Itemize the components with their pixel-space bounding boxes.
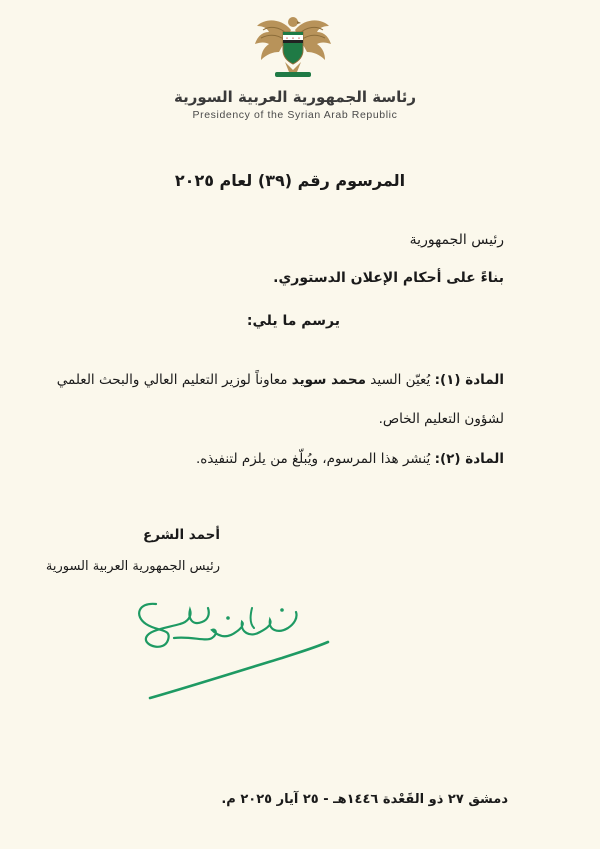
appointee-name: محمد سويد (291, 372, 367, 388)
article-2 (196, 451, 504, 467)
handwritten-signature-icon (132, 598, 332, 708)
decrees-following: يرسم ما يلي: (246, 313, 340, 329)
letterhead-title-english: Presidency of the Syrian Arab Republic (192, 109, 398, 121)
article-1 (57, 372, 504, 388)
signatory-name: أحمد الشرع (143, 527, 220, 543)
constitution-basis: بناءً على أحكام الإعلان الدستوري. (273, 270, 504, 286)
article-1-label: المادة (١): (434, 372, 504, 388)
president-heading: رئيس الجمهورية (409, 232, 504, 248)
article-1-text-after: معاوناً لوزير التعليم العالي والبحث العلمي (56, 372, 292, 388)
decree-title: المرسوم رقم (٣٩) لعام ٢٠٢٥ (174, 171, 406, 190)
signatory-title: رئيس الجمهورية العربية السورية (45, 559, 220, 574)
syrian-eagle-emblem-icon (253, 12, 333, 80)
article-1-continuation: لشؤون التعليم الخاص. (378, 411, 504, 427)
footer-date: دمشق ٢٧ ذو القَعْدة ١٤٤٦هـ - ٢٥ آيار ٢٠٢٥ م. (221, 792, 508, 807)
letterhead-title-arabic: رئاسة الجمهورية العربية السورية (174, 88, 416, 106)
article-2-text: يُنشر هذا المرسوم، ويُبلّغ من يلزم لتنفيذه. (195, 451, 435, 467)
article-2-label: المادة (٢): (434, 451, 504, 467)
article-1-text-before: يُعيّن السيد (366, 372, 435, 388)
